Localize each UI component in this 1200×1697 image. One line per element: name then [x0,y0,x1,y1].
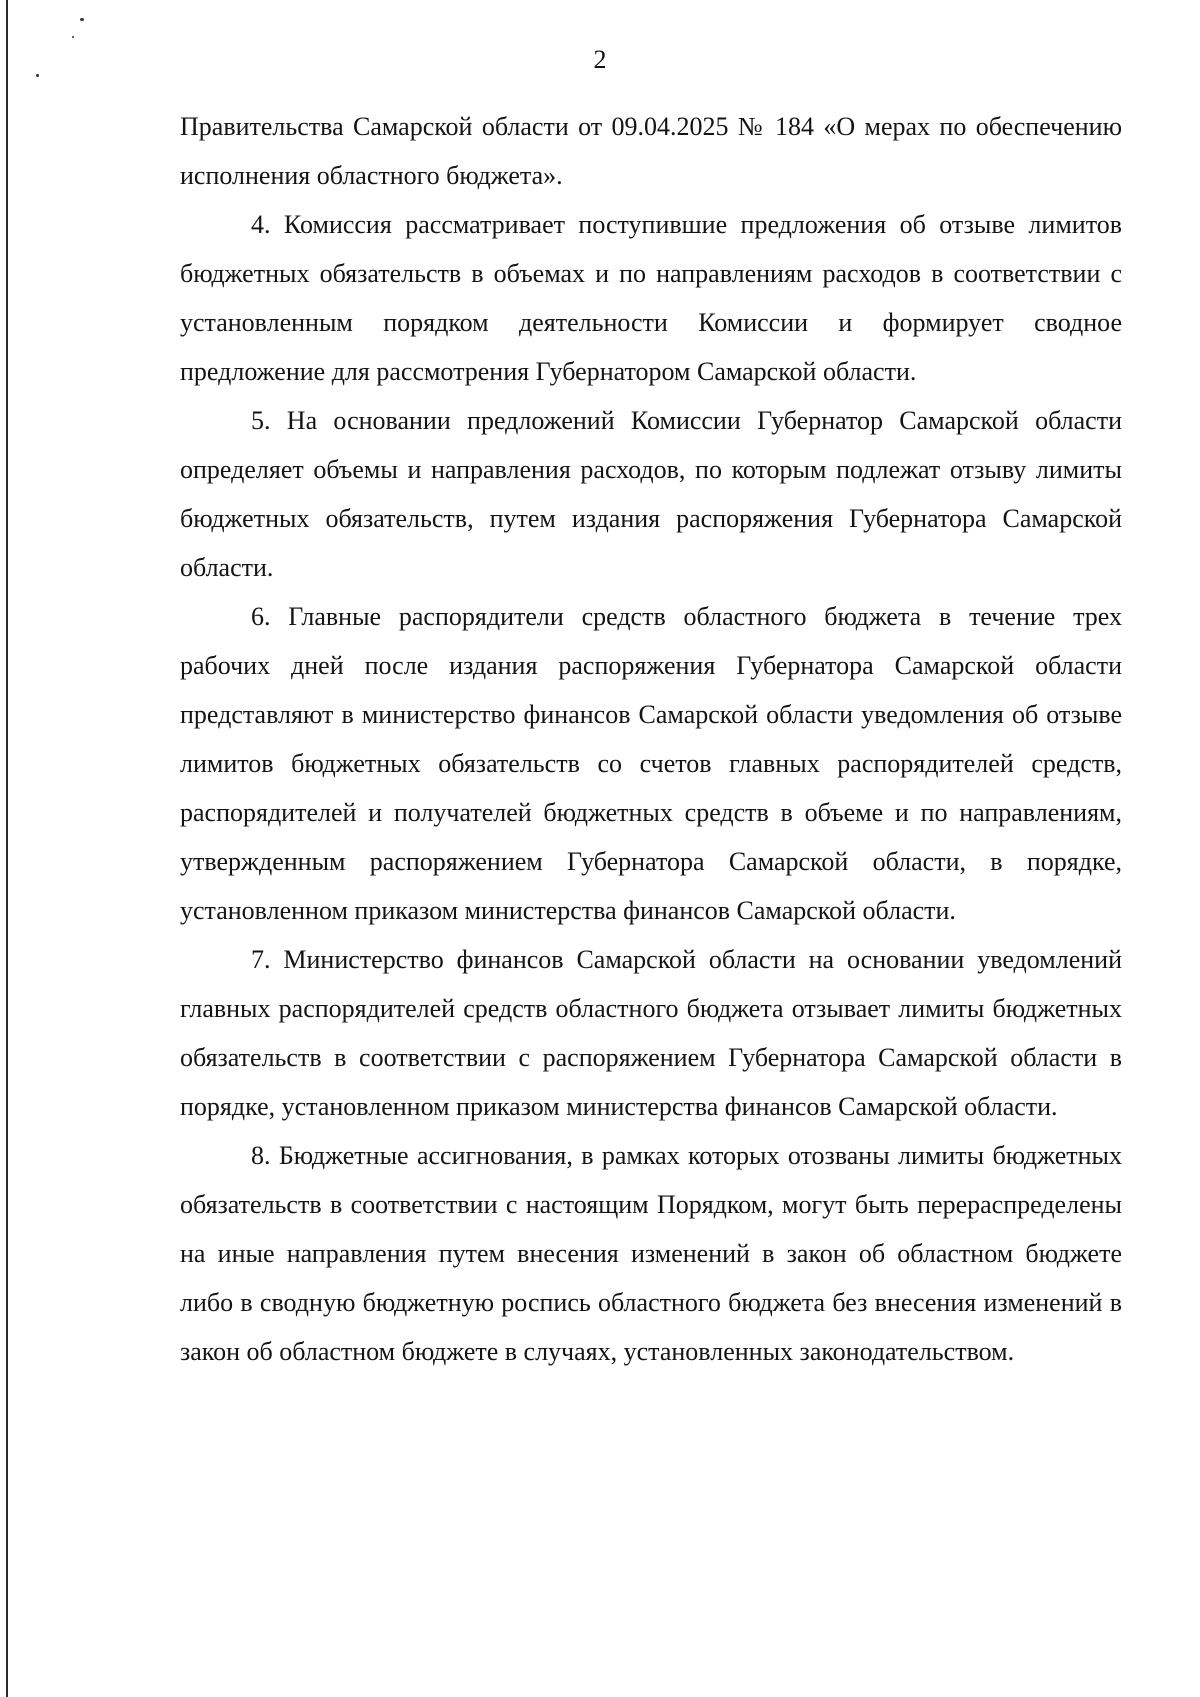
scan-speck [80,18,84,21]
paragraph-item-6: 6. Главные распорядители средств областного бюджета в течение трех рабочих дней после издания распоряжения Губернатора Самарской области представляют в министерство финансов Самарской области уведомления об отзыве лимитов бюджетных обязательств со счетов главных распорядителей средств, распорядителей и получателей бюджетных средств в объеме и по направлениям, утвержденным распоряжением Губернатора Самарской области, в порядке, установленном приказом министерства финансов Самарской области. [180,602,1122,925]
paragraph-continuation: Правительства Самарской области от 09.04.2025 № 184 «О мерах по обеспечению исполнения областного бюджета». [180,112,1122,190]
paragraph-item-4: 4. Комиссия рассматривает поступившие предложения об отзыве лимитов бюджетных обязательств в объемах и по направлениям расходов в соответствии с установленным порядком деятельности Комиссии и формирует сводное предложение для рассмотрения Губернатором Самарской области. [180,210,1122,386]
paragraph-item-7: 7. Министерство финансов Самарской области на основании уведомлений главных распорядителей средств областного бюджета отзывает лимиты бюджетных обязательств в соответствии с распоряжением Губернатора Самарской области в порядке, установленном приказом министерства финансов Самарской области. [180,945,1122,1121]
scan-speck [72,36,74,38]
paragraph-item-8: 8. Бюджетные ассигнования, в рамках которых отозваны лимиты бюджетных обязательств в соответствии с настоящим Порядком, могут быть перераспределены на иные направления путем внесения изменений в закон об областном бюджете либо в сводную бюджетную роспись областного бюджета без внесения изменений в закон об областном бюджете в случаях, установленных законодательством. [180,1141,1122,1366]
scan-left-border [6,0,8,1697]
document-body [180,102,1122,1376]
paragraph-item-5: 5. На основании предложений Комиссии Губернатор Самарской области определяет объемы и направления расходов, по которым подлежат отзыву лимиты бюджетных обязательств, путем издания распоряжения Губернатора Самарской области. [180,406,1122,582]
page-number: 2 [593,45,607,74]
